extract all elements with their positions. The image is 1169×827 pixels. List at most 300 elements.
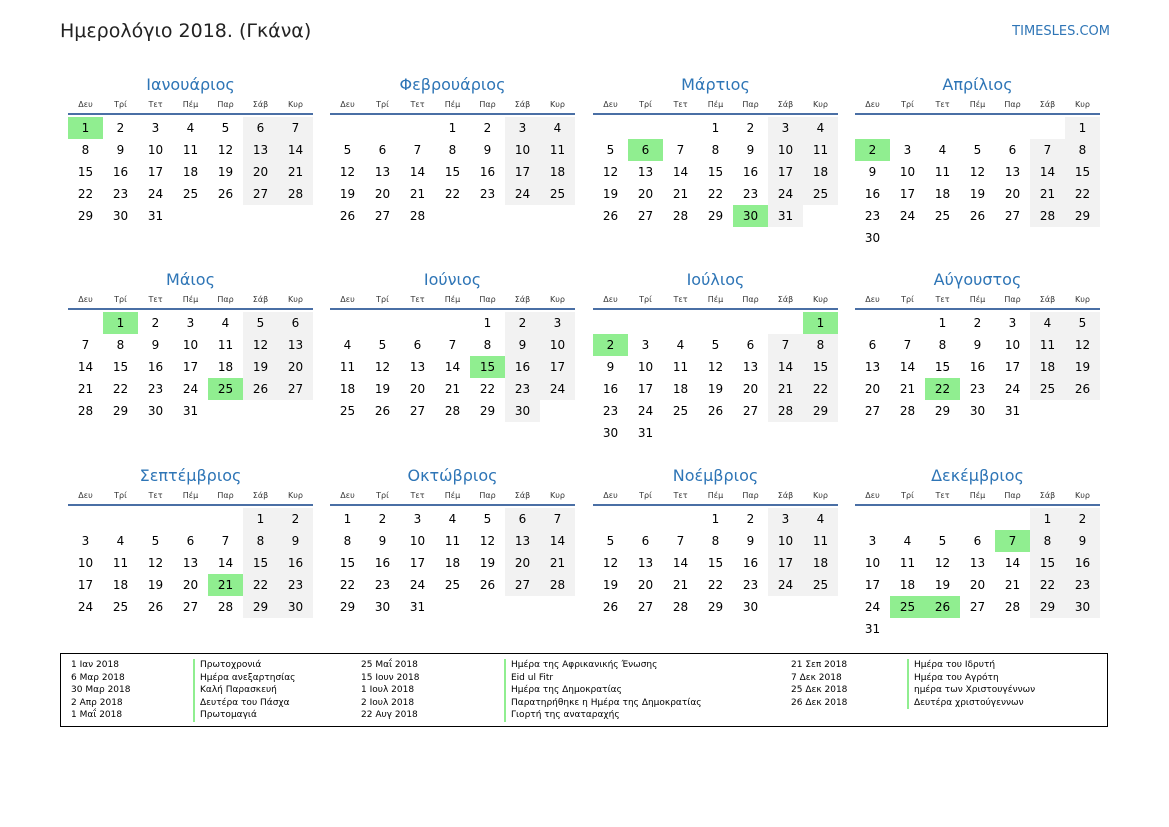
day-cell: 25 xyxy=(112,600,129,614)
day-cell: 9 xyxy=(606,360,615,374)
day-cell: 21 xyxy=(899,382,916,396)
day-cell: 8 xyxy=(1030,530,1065,552)
holiday-date: 26 Δεκ 2018 xyxy=(791,697,848,708)
day-cell: 19 xyxy=(243,356,278,378)
day-cell: 28 xyxy=(672,209,689,223)
weekday-label: Κυρ xyxy=(288,100,303,109)
day-cell: 6 xyxy=(746,338,755,352)
day-empty xyxy=(540,596,575,618)
day-cell: 4 xyxy=(186,121,195,135)
day-cell: 27 xyxy=(637,209,654,223)
day-cell: 12 xyxy=(147,556,164,570)
day-empty xyxy=(593,508,628,530)
weekday-label: Σάβ xyxy=(777,295,794,304)
day-cell: 25 xyxy=(934,209,951,223)
day-empty xyxy=(103,508,138,530)
day-cell: 1 xyxy=(1065,117,1100,139)
weekday-header xyxy=(68,99,313,115)
week-row xyxy=(593,139,838,161)
day-cell: 19 xyxy=(1065,356,1100,378)
day-empty xyxy=(1030,400,1065,422)
day-cell: 19 xyxy=(707,382,724,396)
day-cell: 26 xyxy=(147,600,164,614)
day-cell: 6 xyxy=(641,534,650,548)
holiday-name: Ημέρα της Δημοκρατίας xyxy=(504,684,702,697)
weekday-label: Δευ xyxy=(78,491,93,500)
day-cell: 9 xyxy=(1065,530,1100,552)
month-name: Οκτώβριος xyxy=(407,466,498,485)
day-cell: 3 xyxy=(186,316,195,330)
day-cell: 8 xyxy=(711,534,720,548)
day-empty xyxy=(470,205,505,227)
day-cell: 23 xyxy=(602,404,619,418)
day-cell: 11 xyxy=(444,534,461,548)
day-empty xyxy=(855,508,890,530)
weeks xyxy=(68,117,313,227)
day-cell: 11 xyxy=(540,139,575,161)
holiday-date: 21 Σεπ 2018 xyxy=(791,660,848,670)
day-cell: 22 xyxy=(479,382,496,396)
day-empty xyxy=(470,596,505,618)
day-cell: 15 xyxy=(707,556,724,570)
day-cell: 31 xyxy=(768,205,803,227)
day-cell: 18 xyxy=(1030,356,1065,378)
week-row xyxy=(593,356,838,378)
weekday-label: Τρί xyxy=(376,100,389,109)
day-cell: 14 xyxy=(1004,556,1021,570)
weekday-label: Κυρ xyxy=(813,295,828,304)
day-cell: 6 xyxy=(243,117,278,139)
day-cell: 6 xyxy=(505,508,540,530)
day-cell: 2 xyxy=(116,121,125,135)
day-cell: 25 xyxy=(890,596,925,618)
day-cell: 9 xyxy=(746,534,755,548)
weekday-label: Παρ xyxy=(479,491,496,500)
week-row xyxy=(68,508,313,530)
day-empty xyxy=(995,618,1030,640)
day-cell: 24 xyxy=(1004,382,1021,396)
day-empty xyxy=(995,508,1030,530)
day-cell: 30 xyxy=(112,209,129,223)
day-cell: 21 xyxy=(409,187,426,201)
day-cell: 2 xyxy=(855,139,890,161)
holiday-name: Πρωτομαγιά xyxy=(193,709,295,722)
day-cell: 24 xyxy=(540,378,575,400)
weekday-label: Τρί xyxy=(639,100,652,109)
day-cell: 23 xyxy=(374,578,391,592)
day-cell: 17 xyxy=(637,382,654,396)
day-cell: 1 xyxy=(483,316,492,330)
day-cell: 30 xyxy=(733,205,768,227)
day-cell: 16 xyxy=(969,360,986,374)
day-cell: 18 xyxy=(182,165,199,179)
day-cell: 16 xyxy=(479,165,496,179)
day-cell: 15 xyxy=(1030,552,1065,574)
weekday-label: Σάβ xyxy=(514,491,531,500)
day-cell: 8 xyxy=(116,338,125,352)
weekday-label: Κυρ xyxy=(288,491,303,500)
weekday-header xyxy=(855,99,1100,115)
day-cell: 12 xyxy=(243,334,278,356)
day-cell: 14 xyxy=(77,360,94,374)
day-empty xyxy=(768,422,803,444)
day-cell: 30 xyxy=(1065,596,1100,618)
day-empty xyxy=(698,312,733,334)
day-cell: 20 xyxy=(742,382,759,396)
day-cell: 18 xyxy=(339,382,356,396)
day-cell: 9 xyxy=(483,143,492,157)
day-cell: 5 xyxy=(973,143,982,157)
day-cell: 30 xyxy=(147,404,164,418)
day-empty xyxy=(995,227,1030,249)
day-cell: 11 xyxy=(112,556,129,570)
holiday-date: 7 Δεκ 2018 xyxy=(791,672,842,683)
holiday-date: 30 Μαρ 2018 xyxy=(71,685,131,695)
day-cell: 25 xyxy=(208,378,243,400)
day-cell: 25 xyxy=(803,574,838,596)
holiday-name: ημέρα των Χριστουγέννων xyxy=(907,684,1035,697)
day-cell: 31 xyxy=(147,209,164,223)
day-cell: 3 xyxy=(641,338,650,352)
day-cell: 19 xyxy=(374,382,391,396)
week-row xyxy=(68,378,313,400)
day-cell: 26 xyxy=(339,209,356,223)
day-empty xyxy=(803,596,838,618)
weekday-header xyxy=(330,294,575,310)
day-cell: 11 xyxy=(672,360,689,374)
week-row xyxy=(855,139,1100,161)
day-empty xyxy=(925,508,960,530)
weekday-label: Πέμ xyxy=(969,100,986,109)
weekday-label: Παρ xyxy=(217,100,234,109)
week-row xyxy=(330,552,575,574)
month-block xyxy=(593,75,838,227)
weeks xyxy=(593,117,838,227)
day-empty xyxy=(698,422,733,444)
day-cell: 24 xyxy=(899,209,916,223)
week-row xyxy=(330,117,575,139)
day-cell: 12 xyxy=(707,360,724,374)
day-cell: 2 xyxy=(746,512,755,526)
week-row xyxy=(855,117,1100,139)
weekday-label: Σάβ xyxy=(252,100,269,109)
day-cell: 1 xyxy=(803,312,838,334)
day-cell: 8 xyxy=(448,143,457,157)
weekday-label: Σάβ xyxy=(777,100,794,109)
holiday-date: 1 Μαΐ 2018 xyxy=(71,710,123,720)
day-cell: 18 xyxy=(444,556,461,570)
day-cell: 29 xyxy=(243,596,278,618)
day-cell: 24 xyxy=(864,600,881,614)
week-row xyxy=(68,205,313,227)
day-cell: 27 xyxy=(409,404,426,418)
day-cell: 30 xyxy=(969,404,986,418)
week-row xyxy=(855,356,1100,378)
day-cell: 29 xyxy=(112,404,129,418)
weekday-label: Πέμ xyxy=(182,295,199,304)
day-cell: 12 xyxy=(374,360,391,374)
day-cell: 22 xyxy=(707,578,724,592)
day-cell: 26 xyxy=(217,187,234,201)
weekday-header xyxy=(855,294,1100,310)
week-row xyxy=(855,183,1100,205)
day-cell: 4 xyxy=(803,508,838,530)
day-cell: 23 xyxy=(479,187,496,201)
holiday-name: Πρωτοχρονιά xyxy=(193,659,295,672)
week-row xyxy=(68,552,313,574)
day-cell: 15 xyxy=(243,552,278,574)
day-empty xyxy=(890,618,925,640)
day-empty xyxy=(330,312,365,334)
day-cell: 21 xyxy=(278,161,313,183)
day-cell: 10 xyxy=(899,165,916,179)
day-cell: 8 xyxy=(938,338,947,352)
weekday-label: Κυρ xyxy=(1075,295,1090,304)
day-cell: 12 xyxy=(602,556,619,570)
day-cell: 11 xyxy=(899,556,916,570)
day-empty xyxy=(628,508,663,530)
day-empty xyxy=(68,312,103,334)
month-name: Ιούλιος xyxy=(686,270,745,289)
weekday-label: Σάβ xyxy=(1039,491,1056,500)
day-cell: 24 xyxy=(768,183,803,205)
day-cell: 5 xyxy=(1065,312,1100,334)
day-cell: 8 xyxy=(81,143,90,157)
day-cell: 7 xyxy=(278,117,313,139)
day-cell: 1 xyxy=(711,512,720,526)
week-row xyxy=(855,161,1100,183)
day-cell: 29 xyxy=(77,209,94,223)
day-cell: 15 xyxy=(444,165,461,179)
day-cell: 9 xyxy=(278,530,313,552)
day-cell: 20 xyxy=(637,578,654,592)
day-cell: 10 xyxy=(637,360,654,374)
holiday-date: 22 Αυγ 2018 xyxy=(361,710,418,720)
day-empty xyxy=(505,205,540,227)
day-cell: 17 xyxy=(540,356,575,378)
day-cell: 5 xyxy=(378,338,387,352)
day-empty xyxy=(803,422,838,444)
site-link[interactable]: TIMESLES.COM xyxy=(1012,24,1110,39)
week-row xyxy=(593,183,838,205)
holiday-date: 2 Απρ 2018 xyxy=(71,697,123,708)
day-cell: 13 xyxy=(243,139,278,161)
day-empty xyxy=(173,205,208,227)
day-cell: 9 xyxy=(116,143,125,157)
day-cell: 9 xyxy=(505,334,540,356)
holiday-date: 25 Δεκ 2018 xyxy=(791,685,848,695)
day-cell: 26 xyxy=(1065,378,1100,400)
day-cell: 7 xyxy=(1030,139,1065,161)
day-cell: 10 xyxy=(768,139,803,161)
week-row xyxy=(330,596,575,618)
week-row xyxy=(855,205,1100,227)
day-cell: 28 xyxy=(540,574,575,596)
month-name: Μάρτιος xyxy=(681,75,750,94)
weekday-label: Τρί xyxy=(114,100,127,109)
weekday-label: Παρ xyxy=(479,100,496,109)
day-empty xyxy=(960,508,995,530)
weekday-label: Σάβ xyxy=(1039,295,1056,304)
day-cell: 23 xyxy=(742,578,759,592)
week-row xyxy=(593,117,838,139)
day-cell: 30 xyxy=(602,426,619,440)
day-cell: 9 xyxy=(151,338,160,352)
day-cell: 29 xyxy=(339,600,356,614)
holiday-name: Δευτέρα χριστούγεννων xyxy=(907,697,1035,710)
day-cell: 24 xyxy=(409,578,426,592)
day-cell: 16 xyxy=(278,552,313,574)
day-cell: 22 xyxy=(707,187,724,201)
day-empty xyxy=(1030,618,1065,640)
weekday-label: Τρί xyxy=(114,295,127,304)
day-cell: 23 xyxy=(1065,574,1100,596)
day-cell: 17 xyxy=(77,578,94,592)
day-cell: 12 xyxy=(934,556,951,570)
month-block xyxy=(330,466,575,618)
day-cell: 27 xyxy=(969,600,986,614)
day-cell: 29 xyxy=(934,404,951,418)
day-cell: 19 xyxy=(217,165,234,179)
day-cell: 29 xyxy=(707,209,724,223)
day-cell: 28 xyxy=(1030,205,1065,227)
day-cell: 24 xyxy=(768,574,803,596)
day-empty xyxy=(593,117,628,139)
week-row xyxy=(593,530,838,552)
weekday-label: Τρί xyxy=(901,100,914,109)
day-empty xyxy=(663,312,698,334)
day-cell: 1 xyxy=(1030,508,1065,530)
day-cell: 25 xyxy=(1030,378,1065,400)
day-cell: 5 xyxy=(151,534,160,548)
month-name: Φεβρουάριος xyxy=(399,75,506,94)
day-cell: 16 xyxy=(147,360,164,374)
weeks xyxy=(330,312,575,422)
day-cell: 28 xyxy=(899,404,916,418)
day-cell: 26 xyxy=(602,209,619,223)
weeks xyxy=(855,312,1100,422)
day-cell: 28 xyxy=(217,600,234,614)
day-empty xyxy=(1065,400,1100,422)
day-cell: 8 xyxy=(1065,139,1100,161)
day-cell: 15 xyxy=(77,165,94,179)
weekday-label: Παρ xyxy=(217,491,234,500)
day-empty xyxy=(243,400,278,422)
day-empty xyxy=(138,508,173,530)
day-cell: 30 xyxy=(864,231,881,245)
day-cell: 31 xyxy=(182,404,199,418)
day-cell: 7 xyxy=(413,143,422,157)
day-cell: 1 xyxy=(68,117,103,139)
day-cell: 8 xyxy=(483,338,492,352)
month-name: Απρίλιος xyxy=(942,75,1013,94)
day-cell: 28 xyxy=(672,600,689,614)
day-cell: 2 xyxy=(278,508,313,530)
day-cell: 13 xyxy=(374,165,391,179)
day-cell: 20 xyxy=(505,552,540,574)
day-cell: 17 xyxy=(147,165,164,179)
day-cell: 27 xyxy=(278,378,313,400)
week-row xyxy=(68,574,313,596)
week-row xyxy=(68,596,313,618)
holiday-date: 1 Ιαν 2018 xyxy=(71,660,119,670)
day-empty xyxy=(768,312,803,334)
day-cell: 25 xyxy=(672,404,689,418)
weekday-label: Σάβ xyxy=(252,295,269,304)
day-cell: 7 xyxy=(448,338,457,352)
weekday-label: Πέμ xyxy=(444,295,461,304)
day-cell: 15 xyxy=(934,360,951,374)
day-cell: 29 xyxy=(707,600,724,614)
weekday-label: Σάβ xyxy=(252,491,269,500)
weekday-label: Τρί xyxy=(901,491,914,500)
weekday-label: Τετ xyxy=(673,491,688,500)
day-cell: 27 xyxy=(505,574,540,596)
weekday-label: Δευ xyxy=(340,491,355,500)
day-cell: 10 xyxy=(182,338,199,352)
day-empty xyxy=(733,312,768,334)
day-empty xyxy=(663,508,698,530)
day-cell: 16 xyxy=(112,165,129,179)
day-empty xyxy=(400,117,435,139)
day-cell: 12 xyxy=(217,143,234,157)
day-cell: 14 xyxy=(672,556,689,570)
day-cell: 28 xyxy=(768,400,803,422)
day-cell: 1 xyxy=(103,312,138,334)
holiday-legend xyxy=(60,653,1108,727)
week-row xyxy=(593,161,838,183)
day-cell: 21 xyxy=(768,378,803,400)
weekday-label: Τετ xyxy=(410,100,425,109)
month-name: Ιούνιος xyxy=(423,270,482,289)
weekday-label: Παρ xyxy=(479,295,496,304)
day-cell: 12 xyxy=(479,534,496,548)
holiday-date: 2 Ιουλ 2018 xyxy=(361,697,415,708)
week-row xyxy=(330,139,575,161)
day-cell: 3 xyxy=(1008,316,1017,330)
weeks xyxy=(330,508,575,618)
day-cell: 26 xyxy=(243,378,278,400)
month-name: Ιανουάριος xyxy=(146,75,235,94)
day-cell: 14 xyxy=(444,360,461,374)
day-empty xyxy=(365,117,400,139)
day-cell: 5 xyxy=(221,121,230,135)
day-cell: 27 xyxy=(243,183,278,205)
day-cell: 15 xyxy=(803,356,838,378)
day-empty xyxy=(1065,618,1100,640)
weekday-label: Πέμ xyxy=(969,491,986,500)
weekday-header xyxy=(330,490,575,506)
day-cell: 3 xyxy=(540,312,575,334)
weekday-label: Δευ xyxy=(865,491,880,500)
weekday-label: Τετ xyxy=(148,491,163,500)
day-cell: 19 xyxy=(602,187,619,201)
day-cell: 6 xyxy=(1008,143,1017,157)
day-cell: 3 xyxy=(81,534,90,548)
month-block xyxy=(855,466,1100,640)
day-cell: 28 xyxy=(278,183,313,205)
weeks xyxy=(855,117,1100,249)
day-cell: 25 xyxy=(540,183,575,205)
day-cell: 12 xyxy=(969,165,986,179)
day-cell: 3 xyxy=(768,117,803,139)
day-empty xyxy=(925,227,960,249)
day-cell: 22 xyxy=(77,187,94,201)
day-cell: 19 xyxy=(934,578,951,592)
day-cell: 13 xyxy=(864,360,881,374)
day-empty xyxy=(540,205,575,227)
holiday-date: 25 Μαΐ 2018 xyxy=(361,660,418,670)
